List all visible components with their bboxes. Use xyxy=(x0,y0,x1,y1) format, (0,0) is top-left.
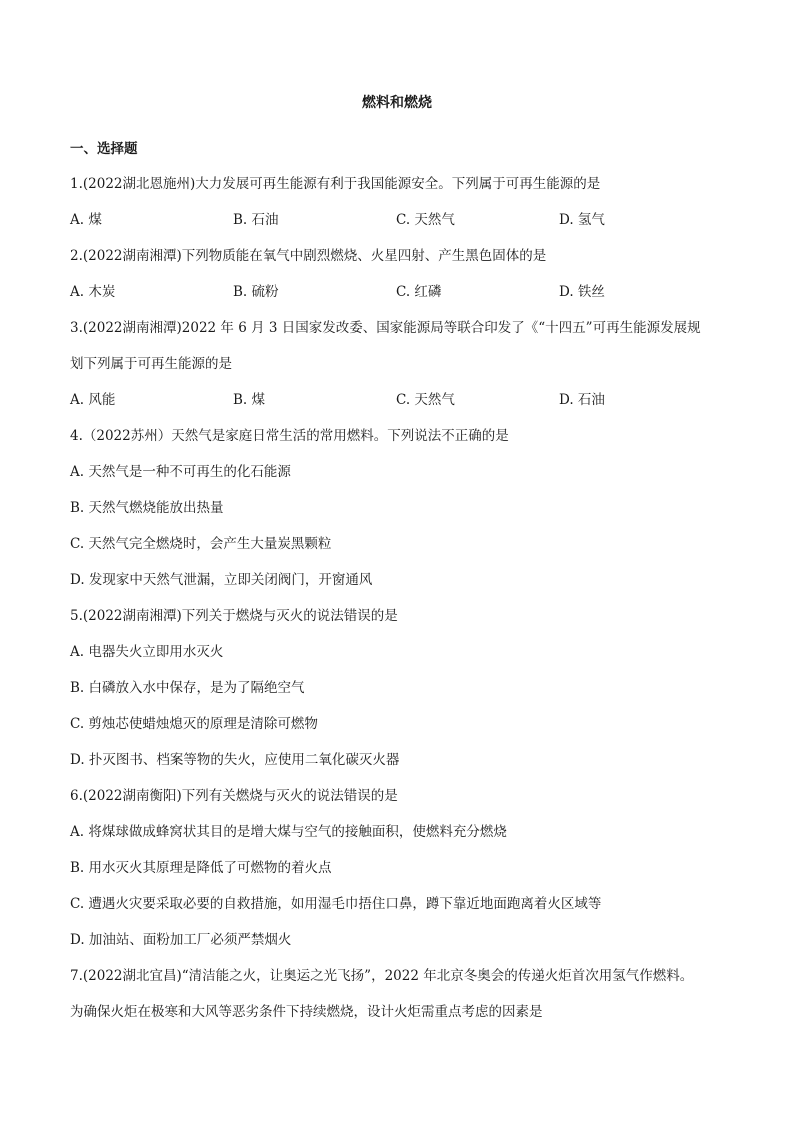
question-1-option-b: B. 石油 xyxy=(233,212,279,228)
question-5-stem: 5.(2022湖南湘潭)下列关于燃烧与灭火的说法错误的是 xyxy=(70,608,398,624)
question-4-option-c: C. 天然气完全燃烧时，会产生大量炭黑颗粒 xyxy=(70,536,332,552)
page-title: 燃料和燃烧 xyxy=(362,95,432,111)
question-6-stem: 6.(2022湖南衡阳)下列有关燃烧与灭火的说法错误的是 xyxy=(70,788,398,804)
question-5-option-b: B. 白磷放入水中保存，是为了隔绝空气 xyxy=(70,680,305,696)
section-heading: 一、选择题 xyxy=(70,141,138,157)
question-1-option-d: D. 氢气 xyxy=(559,212,605,228)
question-6-option-c: C. 遭遇火灾要采取必要的自救措施，如用湿毛巾捂住口鼻，蹲下靠近地面跑离着火区域等 xyxy=(70,896,602,912)
question-2-option-c: C. 红磷 xyxy=(396,284,442,300)
question-5-option-c: C. 剪烛芯使蜡烛熄灭的原理是清除可燃物 xyxy=(70,716,318,732)
question-3-option-a: A. 风能 xyxy=(70,392,116,408)
question-4-option-b: B. 天然气燃烧能放出热量 xyxy=(70,500,224,516)
question-1-options xyxy=(70,211,730,229)
question-6-option-b: B. 用水灭火其原理是降低了可燃物的着火点 xyxy=(70,860,332,876)
question-6-option-d: D. 加油站、面粉加工厂必须严禁烟火 xyxy=(70,932,292,948)
question-1-option-c: C. 天然气 xyxy=(396,212,455,228)
question-2-stem: 2.(2022湖南湘潭)下列物质能在氧气中剧烈燃烧、火星四射、产生黑色固体的是 xyxy=(70,248,547,264)
question-7-stem-line-1: 7.(2022湖北宜昌)“清洁能之火，让奥运之光飞扬”，2022 年北京冬奥会的传递火炬首次用氢气作燃料。 xyxy=(70,968,694,984)
question-6-option-a: A. 将煤球做成蜂窝状其目的是增大煤与空气的接触面积，使燃料充分燃烧 xyxy=(70,824,507,840)
question-2-options xyxy=(70,283,730,301)
question-7-stem-line-2: 为确保火炬在极寒和大风等恶劣条件下持续燃烧，设计火炬需重点考虑的因素是 xyxy=(70,1004,543,1020)
question-1-option-a: A. 煤 xyxy=(70,212,102,228)
question-4-option-d: D. 发现家中天然气泄漏，立即关闭阀门，开窗通风 xyxy=(70,572,373,588)
question-3-stem-line-1: 3.(2022湖南湘潭)2022 年 6 月 3 日国家发改委、国家能源局等联合印发了《“十四五”可再生能源发展规 xyxy=(70,320,701,336)
question-3-options xyxy=(70,391,730,409)
question-3-option-b: B. 煤 xyxy=(233,392,266,408)
question-3-option-c: C. 天然气 xyxy=(396,392,455,408)
question-5-option-d: D. 扑灭图书、档案等物的失火，应使用二氧化碳灭火器 xyxy=(70,752,400,768)
question-3-option-d: D. 石油 xyxy=(559,392,605,408)
question-4-option-a: A. 天然气是一种不可再生的化石能源 xyxy=(70,464,291,480)
question-2-option-b: B. 硫粉 xyxy=(233,284,279,300)
question-4-stem: 4.（2022苏州）天然气是家庭日常生活的常用燃料。下列说法不正确的是 xyxy=(70,428,509,444)
question-2-option-a: A. 木炭 xyxy=(70,284,116,300)
question-2-option-d: D. 铁丝 xyxy=(559,284,605,300)
question-5-option-a: A. 电器失火立即用水灭火 xyxy=(70,644,224,660)
question-3-stem-line-2: 划下列属于可再生能源的是 xyxy=(70,356,232,372)
question-1-stem: 1.(2022湖北恩施州)大力发展可再生能源有利于我国能源安全。下列属于可再生能源的是 xyxy=(70,176,601,192)
